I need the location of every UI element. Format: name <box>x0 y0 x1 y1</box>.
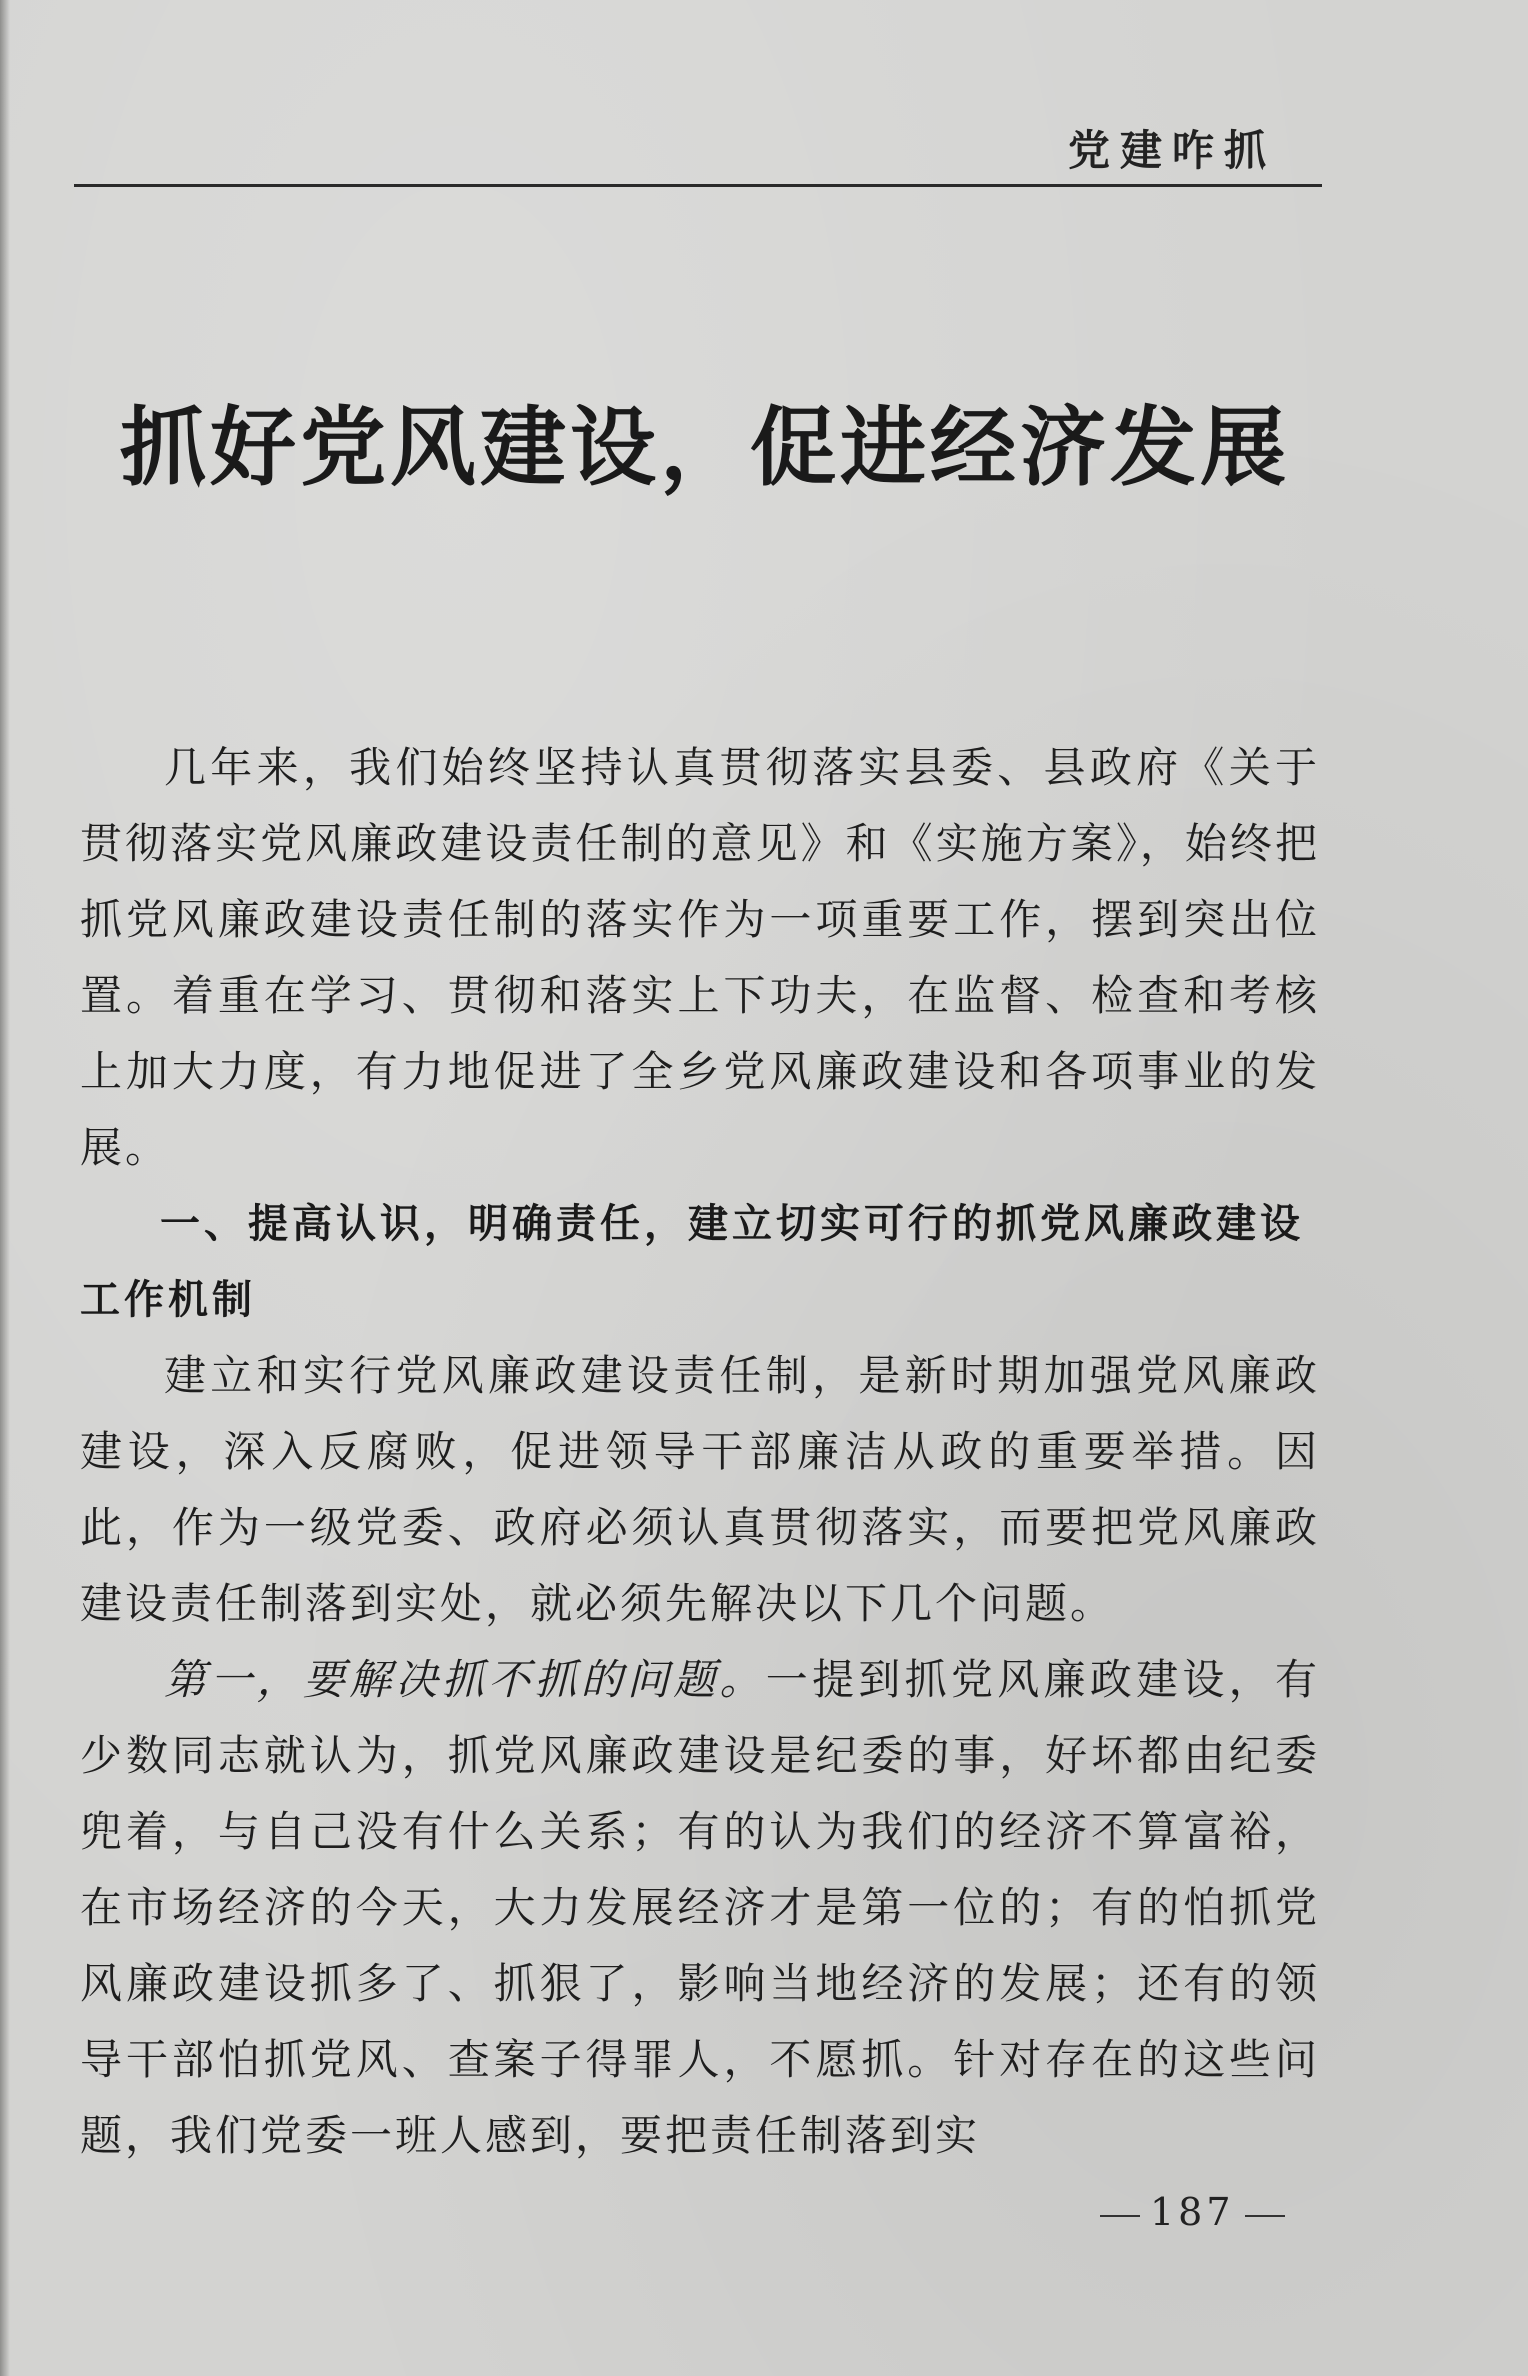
page-number-value: 187 <box>1150 2190 1235 2234</box>
body-paragraph: 建立和实行党风廉政建设责任制，是新时期加强党风廉政建设，深入反腐败，促进领导干部廉洁从政的重要举措。因此，作为一级党委、政府必须认真贯彻落实，而要把党风廉政建设责任制落到实处，就必须先解决以下几个问题。 <box>80 1351 1320 1628</box>
section-heading: 一、提高认识，明确责任，建立切实可行的抓党风廉政建设工作机制 <box>80 1201 1304 1323</box>
body-paragraph <box>80 1642 1320 2174</box>
page-binding-shadow <box>0 0 10 2376</box>
paragraph-text: 一提到抓党风廉政建设，有少数同志就认为，抓党风廉政建设是纪委的事，好坏都由纪委兜着，与自己没有什么关系；有的认为我们的经济不算富裕，在市场经济的今天，大力发展经济才是第一位的；有的怕抓党风廉政建设抓多了、抓狠了，影响当地经济的发展；还有的领导干部怕抓党风、查案子得罪人，不愿抓。针对存在的这些问题，我们党委一班人感到，要把责任制落到实 <box>80 1655 1320 2160</box>
running-head: 党建咋抓 <box>1067 126 1276 175</box>
page-number <box>1090 2190 1295 2234</box>
paragraph-lead: 第一，要解决抓不抓的问题。 <box>164 1655 766 1704</box>
header-rule <box>74 184 1322 187</box>
folio-dash-left <box>1100 2215 1140 2217</box>
article-title: 抓好党风建设，促进经济发展 <box>120 398 1290 498</box>
body-paragraph: 几年来，我们始终坚持认真贯彻落实县委、县政府《关于贯彻落实党风廉政建设责任制的意见》和《实施方案》，始终把抓党风廉政建设责任制的落实作为一项重要工作，摆到突出位置。着重在学习、贯彻和落实上下功夫，在监督、检查和考核上加大力度，有力地促进了全乡党风廉政建设和各项事业的发展。 <box>80 743 1320 1172</box>
folio-dash-right <box>1245 2215 1285 2217</box>
article-body <box>80 730 1320 2174</box>
